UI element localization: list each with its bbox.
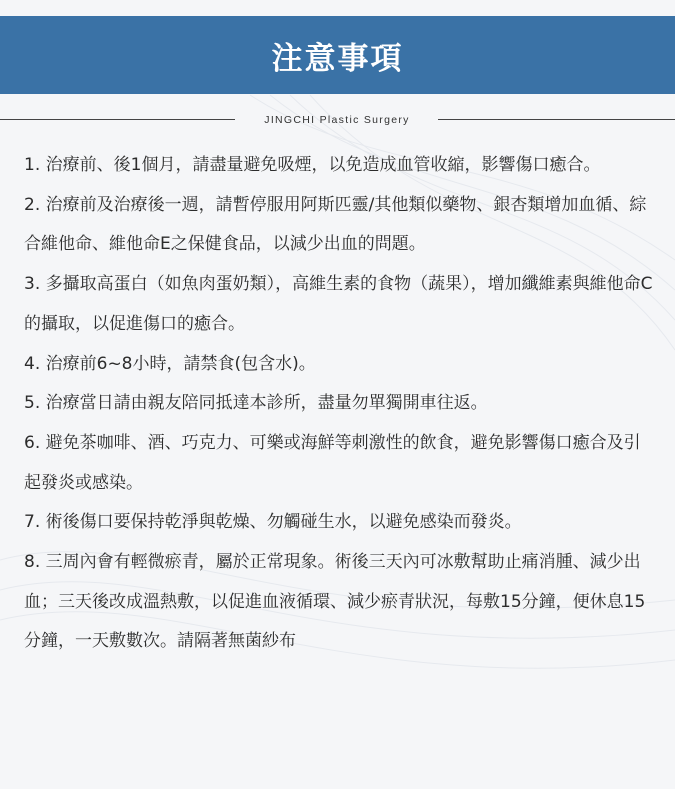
note-item-8: 8. 三周內會有輕微瘀青，屬於正常現象。術後三天內可冰敷幫助止痛消腫、減少出血；三天後改成溫熱敷，以促進血液循環、減少瘀青狀況，每敷15分鐘，便休息15分鐘，一天敷數次。請隔著無菌紗布 [24,552,646,652]
divider-line-left [0,119,235,120]
page-title: 注意事項 [271,40,404,77]
note-item-5: 5. 治療當日請由親友陪同抵達本診所，盡量勿單獨開車往返。 [24,393,488,414]
note-item-7: 7. 術後傷口要保持乾淨與乾燥、勿觸碰生水，以避免感染而發炎。 [24,512,522,533]
note-item-2: 2. 治療前及治療後一週，請暫停服用阿斯匹靈/其他類似藥物、銀杏類增加血循、綜合維他命、維他命E之保健食品，以減少出血的問題。 [24,194,647,255]
title-banner [0,16,675,94]
brand-divider [0,111,675,129]
note-item-6: 6. 避免茶咖啡、酒、巧克力、可樂或海鮮等刺激性的飲食，避免影響傷口癒合及引起發炎或感染。 [24,432,641,493]
note-item-4: 4. 治療前6~8小時，請禁食(包含水)。 [24,353,316,374]
note-item-1: 1. 治療前、後1個月，請盡量避免吸煙，以免造成血管收縮，影響傷口癒合。 [24,155,601,175]
brand-line: JINGCHI Plastic Surgery [264,114,410,126]
divider-line-right [438,119,675,120]
notes-list [24,146,656,662]
note-item-3: 3. 多攝取高蛋白（如魚肉蛋奶類），高維生素的食物（蔬果），增加纖維素與維他命C的攝取，以促進傷口的癒合。 [24,274,653,334]
